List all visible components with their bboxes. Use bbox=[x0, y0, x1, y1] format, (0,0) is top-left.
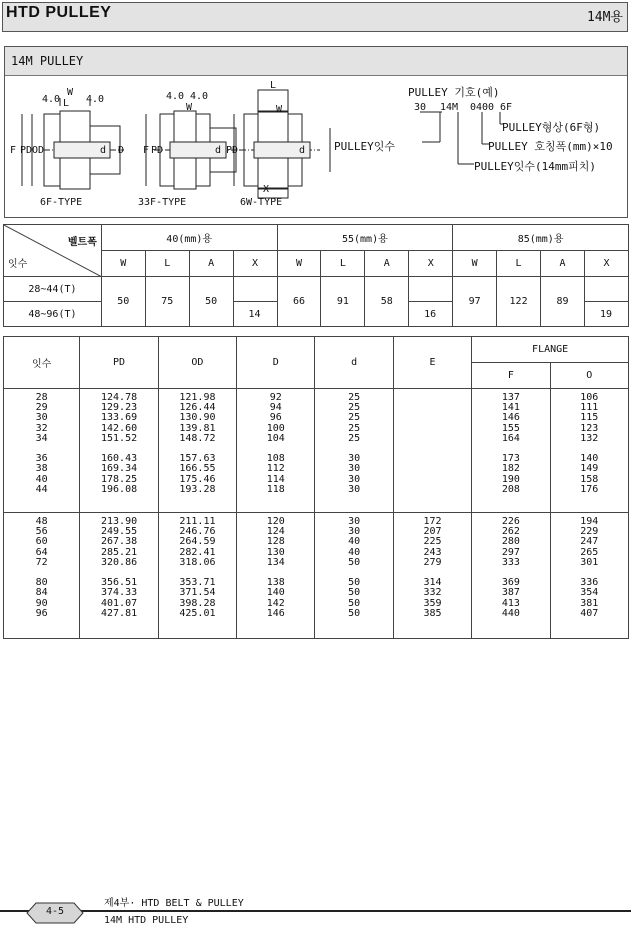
dim-l: L bbox=[63, 98, 70, 109]
table-row-block-1 bbox=[4, 389, 629, 513]
subhead-a: A bbox=[189, 251, 233, 277]
dim-pd-33f: PD bbox=[151, 145, 164, 156]
dim-f-33f: F bbox=[143, 145, 150, 156]
col-flange-f: 226 262 280 297 333 369 387 413 440 bbox=[472, 513, 550, 639]
cell-55-l: 91 bbox=[321, 277, 365, 327]
col-e bbox=[393, 389, 471, 513]
dim-l-6w: L bbox=[270, 80, 277, 91]
header-bore-D: D bbox=[237, 337, 315, 389]
drawing-6f-type bbox=[22, 98, 124, 189]
dim-4-33f-right: 4.0 bbox=[190, 91, 209, 102]
col-od: 211.11 246.76 264.59 282.41 318.06 353.71 371.54 398.28 425.01 bbox=[158, 513, 236, 639]
col-bore-D: 120 124 128 130 134 138 140 142 146 bbox=[237, 513, 315, 639]
col-teeth: 28 29 30 32 34 36 38 40 44 bbox=[4, 389, 80, 513]
cell-55-x-empty bbox=[409, 277, 453, 302]
cell-85-x: 19 bbox=[584, 302, 628, 327]
code-width-desc: PULLEY 호칭폭(mm)×10 bbox=[488, 140, 613, 153]
section-title: 14M PULLEY bbox=[11, 54, 84, 68]
subhead-l: L bbox=[497, 251, 541, 277]
row-label-48-96: 48~96(T) bbox=[4, 302, 102, 327]
subhead-w: W bbox=[101, 251, 145, 277]
col-pd: 213.90 249.55 267.38 285.21 320.86 356.51 374.33 401.07 427.81 bbox=[80, 513, 158, 639]
footer-rule bbox=[0, 910, 631, 912]
subhead-x: X bbox=[233, 251, 277, 277]
col-teeth: 48 56 60 64 72 80 84 90 96 bbox=[4, 513, 80, 639]
pitch-code: 14M용 bbox=[586, 10, 623, 25]
corner-belt-width: 벨트폭 bbox=[67, 237, 97, 248]
subhead-l: L bbox=[321, 251, 365, 277]
cell-55-w: 66 bbox=[277, 277, 321, 327]
dim-w: W bbox=[67, 87, 74, 98]
header-bore-d: d bbox=[315, 337, 393, 389]
cell-85-l: 122 bbox=[497, 277, 541, 327]
dim-x-6w: X bbox=[263, 184, 270, 195]
dim-pd-6w: PD bbox=[226, 145, 239, 156]
dim-w-33f: W bbox=[186, 102, 193, 113]
row-label-28-44: 28~44(T) bbox=[4, 277, 102, 302]
dim-w-6w: W bbox=[276, 104, 283, 115]
code-shape-desc: PULLEY형상(6F형) bbox=[502, 121, 601, 134]
header-flange: FLANGE bbox=[472, 337, 629, 363]
header-flange-o: O bbox=[550, 363, 628, 389]
belt-width-table bbox=[3, 224, 629, 327]
col-od: 121.98 126.44 130.90 139.81 148.72 157.63 166.55 175.46 193.28 bbox=[158, 389, 236, 513]
code-teeth-left: PULLEY잇수 bbox=[334, 140, 395, 153]
col-e: 172 207 225 243 279 314 332 359 385 bbox=[393, 513, 471, 639]
subhead-w: W bbox=[277, 251, 321, 277]
col-flange-o: 106 111 115 123 132 140 149 158 176 bbox=[550, 389, 628, 513]
header-od: OD bbox=[158, 337, 236, 389]
type-6f-label: 6F-TYPE bbox=[40, 197, 83, 208]
header-flange-f: F bbox=[472, 363, 550, 389]
cell-85-w: 97 bbox=[453, 277, 497, 327]
cell-85-x-empty bbox=[584, 277, 628, 302]
footer-part-title: 제4부· HTD BELT & PULLEY bbox=[104, 898, 244, 909]
group-55: 55(mm)용 bbox=[277, 225, 453, 251]
corner-teeth: 잇수 bbox=[8, 259, 28, 270]
code-part-width: 0400 bbox=[470, 102, 495, 113]
code-part-teeth: 30 bbox=[414, 102, 427, 113]
subhead-a: A bbox=[541, 251, 585, 277]
col-flange-f: 137 141 146 155 164 173 182 190 208 bbox=[472, 389, 550, 513]
cell-40-x: 14 bbox=[233, 302, 277, 327]
dim-4-right: 4.0 bbox=[86, 94, 105, 105]
dim-pd: PD bbox=[20, 145, 33, 156]
page-number: 4-5 bbox=[45, 906, 65, 917]
dim-od: OD bbox=[32, 145, 45, 156]
dim-4-33f-left: 4.0 bbox=[166, 91, 185, 102]
cell-40-l: 75 bbox=[145, 277, 189, 327]
subhead-x: X bbox=[584, 251, 628, 277]
col-bore-d: 30 30 40 40 50 50 50 50 50 bbox=[315, 513, 393, 639]
subhead-w: W bbox=[453, 251, 497, 277]
type-6w-label: 6W-TYPE bbox=[240, 197, 283, 208]
dim-f: F bbox=[10, 145, 17, 156]
type-33f-label: 33F-TYPE bbox=[138, 197, 187, 208]
code-legend-title: PULLEY 기호(예) bbox=[408, 86, 500, 99]
col-bore-D: 92 94 96 100 104 108 112 114 118 bbox=[237, 389, 315, 513]
dim-d-33f: d bbox=[215, 145, 222, 156]
page-title: HTD PULLEY bbox=[6, 4, 112, 21]
footer-section-title: 14M HTD PULLEY bbox=[104, 915, 189, 926]
header-e: E bbox=[393, 337, 471, 389]
dimension-table bbox=[3, 336, 629, 639]
col-bore-d: 25 25 25 25 25 30 30 30 30 bbox=[315, 389, 393, 513]
cell-40-x-empty bbox=[233, 277, 277, 302]
header-teeth: 잇수 bbox=[4, 337, 80, 389]
cell-40-w: 50 bbox=[101, 277, 145, 327]
subhead-x: X bbox=[409, 251, 453, 277]
corner-cell bbox=[4, 225, 102, 277]
subhead-a: A bbox=[365, 251, 409, 277]
section-title-bar bbox=[5, 47, 627, 76]
code-part-pitch: 14M bbox=[440, 102, 459, 113]
code-teeth-desc: PULLEY잇수(14mm피치) bbox=[474, 160, 596, 173]
code-part-shape: 6F bbox=[500, 102, 513, 113]
cell-85-a: 89 bbox=[541, 277, 585, 327]
group-85: 85(mm)용 bbox=[453, 225, 629, 251]
dim-d-lower: d bbox=[100, 145, 107, 156]
col-pd: 124.78 129.23 133.69 142.60 151.52 160.43 169.34 178.25 196.08 bbox=[80, 389, 158, 513]
col-flange-o: 194 229 247 265 301 336 354 381 407 bbox=[550, 513, 628, 639]
header-pd: PD bbox=[80, 337, 158, 389]
cell-55-a: 58 bbox=[365, 277, 409, 327]
dim-4-left: 4.0 bbox=[42, 94, 61, 105]
dim-d-upper: D bbox=[118, 145, 125, 156]
table-row-block-2 bbox=[4, 513, 629, 639]
subhead-l: L bbox=[145, 251, 189, 277]
cell-40-a: 50 bbox=[189, 277, 233, 327]
dim-d-6w: d bbox=[299, 145, 306, 156]
group-40: 40(mm)용 bbox=[101, 225, 277, 251]
cell-55-x: 16 bbox=[409, 302, 453, 327]
